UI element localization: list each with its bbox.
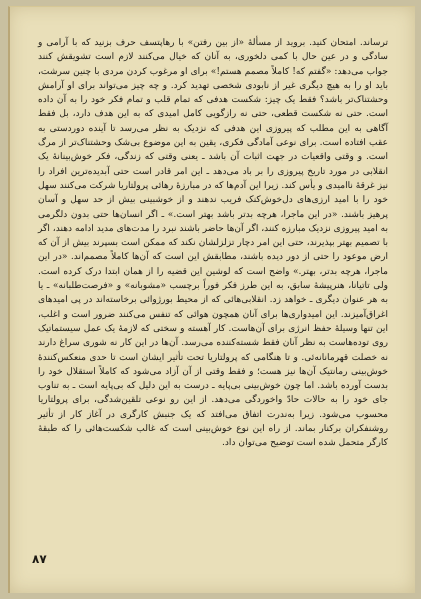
page-number: ۸۷ (32, 552, 47, 566)
book-page (8, 6, 415, 593)
page-body (38, 36, 388, 451)
paragraph: ترساند. امتحان کنید. بروید از مسألهٔ «از بین رفتن» با رهاپتسف حرف بزنید که با آرامی و سادگی و در عین حال با کمی دلخوری، به آنان که خیال می‌کنند لازم است تشویقش کنند جواب می‌دهد: «گفتم که! کاملاً مصمم هستم!» برای او مرغوب کردن مردی با چنین سرشت، باید او را به هیچ دیگری غیر از نابودی شخصی تهدید کرد. و چه چیز می‌تواند برای او آرامش وحشتناک‌تر باشد؟ فقط یک چیز: شکست هدفی که تمام قلب و تمام فکر خود را به آن داده است. حتی نه شکست قطعی، حتی نه رازگویی کامل امیدی که به این هدف دارد، بل فقط آگاهی به این مطلب که پیروزی این هدفی که نزدیک به نظر می‌رسد تا آینده دوردستی به عقب افتاده است. برای نوعی آمادگی فکری، یقین به این موضوع بی‌شک وحشتناک‌تر از مرگ است. و وقتی واقعیات در جهت اثبات آن باشد ـ یعنی وقتی که زندگی، فکر خوش‌بینانهٔ یک انقلابی در مورد تاریخ پیروزی را بر باد می‌دهد ـ این امر قادر است حتی آبدیده‌ترین افراد را نیز غرقهٔ ناامیدی و یأس کند. زیرا این آدم‌ها که در مبارزهٔ رهائی پرولتاریا شرکت می‌کنند سهل خود را با امید ارزی‌های دل‌خوش‌کنک فریب ندهند و از خوشبینی بیش از حد سهل و آسان پرهیز باشند. «در این ماجرا، هرچه بدتر باشد بهتر است.» ـ اگر انسان‌ها حتی بدون دلگرمی به امید پیروزی نزدیک مبارزه کنند، اگر آن‌ها حاضر باشند نبرد را مدت‌های مدید ادامه دهند، اگر با تصمیم بهتر بپذیرند، حتی این امر دچار تزلزلشان نکند که ممکن است بسپرند بیش از آن که ارض موعود را حتی از دور دیده باشند، مطابقش این است که آن‌ها کاملاً مصمم‌اند. «در این ماجرا، هرچه بدتر، بهتر.» واضح است که لوشین این قضیه را از همان ابتدا درک کرده است. ولی تاتیانا، هنرپیشهٔ سابق، به این طرز فکر فوراً برچسب «مشوبانه» و «فرصت‌طلبانه» ـ یا به هر عنوان دیگری ـ خواهد زد. انقلابی‌هائی که از محیط بورژوائی برخاسته‌اند در پی امیدهای اغراق‌آمیزند. این امیدواری‌ها برای آنان همچون هوائی که تنفس می‌کنند ضرور است و اغلب، این تنها وسیلهٔ حفظ انرژی برای آن‌هاست. کار آهسته و سختی که لازمهٔ یک عمل سیستماتیک روی توده‌هاست به نظر آنان فقط شسته‌کننده می‌رسد. آن‌ها در این کار نه شوری سراغ دارند نه خصلت قهرمانانه‌ئی. و تا هنگامی که پرولتاریا تحت تأثیر ایشان است تا حدی منعکس‌کنندهٔ خوش‌بینی رمانتیک آن‌ها نیز هست؛ و فقط وقتی از آن آزاد می‌شود که کاملاً استقلال خود را بدست آورده باشد. اما چون خوش‌بینی بی‌پایه ـ درست به این دلیل که بی‌پایه است ـ به تناوب جای خود را به حالات حادّ واخوردگی می‌دهد. از این رو نوعی تلقین‌شدگی، برای پرولتاریا محسوب می‌شود. زیرا به‌ندرت اتفاق می‌افتد که یک جنبش کارگری در آغاز کار از تأثیر روشنفکران برکنار بماند. از راه این نوع خوش‌بینی است که غالب شکست‌هائی را که طبقهٔ کارگر متحمل شده است توضیح می‌توان داد. (38, 38, 388, 449)
